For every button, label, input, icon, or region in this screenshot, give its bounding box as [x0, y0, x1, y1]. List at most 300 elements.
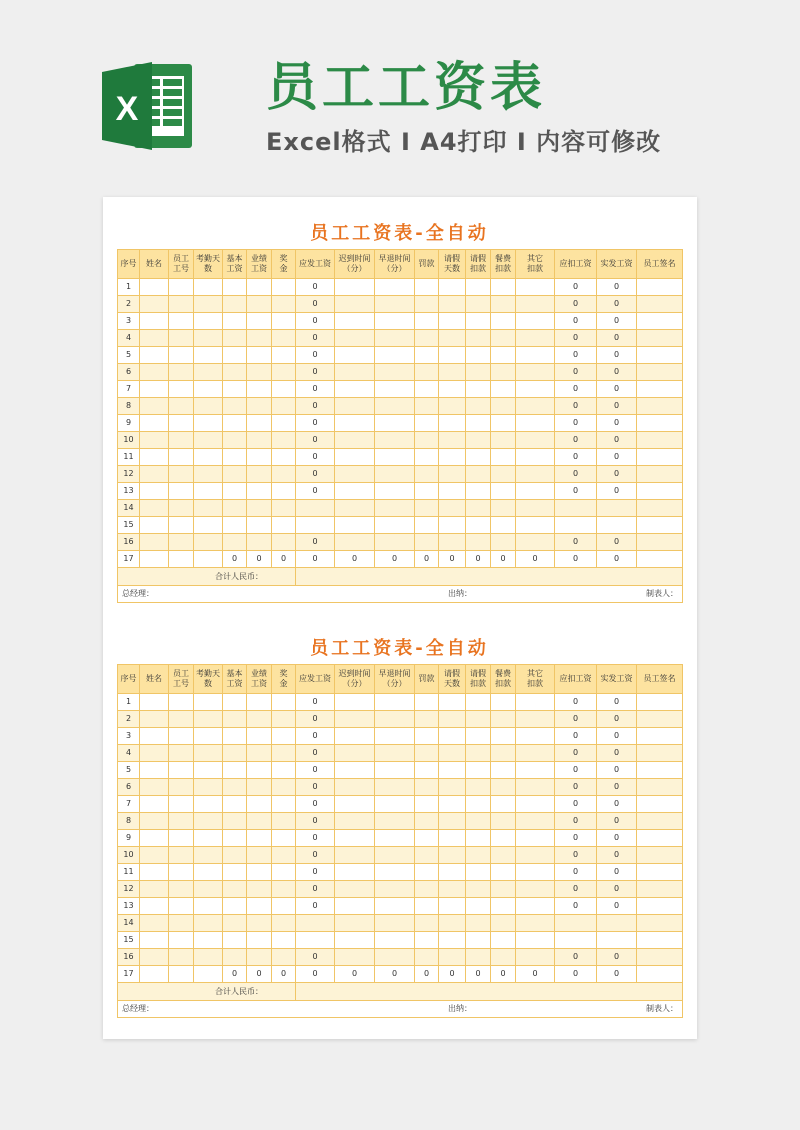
table-cell[interactable]	[169, 398, 194, 415]
table-cell[interactable]	[169, 517, 194, 534]
table-cell[interactable]	[247, 381, 272, 398]
table-cell[interactable]	[194, 551, 223, 568]
table-cell[interactable]	[247, 949, 272, 966]
table-cell[interactable]: 0	[555, 364, 597, 381]
table-cell[interactable]	[516, 745, 555, 762]
table-cell[interactable]: 0	[597, 551, 637, 568]
table-cell[interactable]	[194, 779, 223, 796]
table-cell[interactable]	[335, 728, 375, 745]
table-cell[interactable]	[491, 847, 516, 864]
table-cell[interactable]	[169, 915, 194, 932]
table-cell[interactable]	[375, 711, 415, 728]
table-cell[interactable]: 0	[555, 279, 597, 296]
table-cell[interactable]	[335, 296, 375, 313]
table-cell[interactable]: 0	[597, 796, 637, 813]
table-cell[interactable]	[516, 711, 555, 728]
table-cell[interactable]: 5	[118, 347, 140, 364]
table-cell[interactable]	[516, 330, 555, 347]
table-cell[interactable]	[637, 483, 683, 500]
table-cell[interactable]: 0	[296, 694, 335, 711]
table-cell[interactable]	[415, 398, 439, 415]
table-cell[interactable]	[272, 745, 296, 762]
table-cell[interactable]	[516, 432, 555, 449]
table-cell[interactable]: 0	[555, 796, 597, 813]
table-cell[interactable]: 0	[597, 364, 637, 381]
table-cell[interactable]	[375, 830, 415, 847]
table-cell[interactable]	[247, 466, 272, 483]
table-cell[interactable]: 8	[118, 398, 140, 415]
table-cell[interactable]	[140, 466, 169, 483]
table-cell[interactable]	[223, 415, 247, 432]
table-cell[interactable]: 16	[118, 534, 140, 551]
table-cell[interactable]	[466, 796, 491, 813]
table-cell[interactable]	[272, 728, 296, 745]
table-cell[interactable]	[516, 694, 555, 711]
table-cell[interactable]: 0	[335, 551, 375, 568]
table-cell[interactable]	[516, 483, 555, 500]
table-cell[interactable]: 0	[597, 847, 637, 864]
table-cell[interactable]: 1	[118, 694, 140, 711]
table-cell[interactable]: 7	[118, 381, 140, 398]
table-cell[interactable]: 0	[296, 898, 335, 915]
table-cell[interactable]: 0	[296, 864, 335, 881]
table-cell[interactable]	[466, 517, 491, 534]
table-cell[interactable]	[375, 813, 415, 830]
table-cell[interactable]	[140, 313, 169, 330]
table-cell[interactable]	[140, 932, 169, 949]
table-cell[interactable]	[637, 762, 683, 779]
table-cell[interactable]	[439, 898, 466, 915]
table-cell[interactable]	[375, 398, 415, 415]
table-cell[interactable]	[516, 347, 555, 364]
table-cell[interactable]	[597, 517, 637, 534]
table-cell[interactable]	[439, 881, 466, 898]
table-cell[interactable]: 0	[296, 551, 335, 568]
table-cell[interactable]	[140, 779, 169, 796]
table-cell[interactable]	[637, 551, 683, 568]
table-cell[interactable]: 0	[296, 711, 335, 728]
table-cell[interactable]	[375, 864, 415, 881]
table-cell[interactable]	[439, 762, 466, 779]
table-cell[interactable]: 0	[296, 779, 335, 796]
table-cell[interactable]	[637, 796, 683, 813]
table-cell[interactable]: 0	[247, 966, 272, 983]
table-cell[interactable]	[637, 466, 683, 483]
table-cell[interactable]	[223, 330, 247, 347]
table-cell[interactable]	[247, 364, 272, 381]
table-cell[interactable]	[296, 932, 335, 949]
table-cell[interactable]	[272, 313, 296, 330]
table-cell[interactable]	[439, 779, 466, 796]
table-cell[interactable]: 0	[296, 728, 335, 745]
table-cell[interactable]	[194, 915, 223, 932]
table-cell[interactable]: 0	[555, 466, 597, 483]
table-cell[interactable]	[375, 347, 415, 364]
table-cell[interactable]	[223, 864, 247, 881]
table-cell[interactable]	[335, 347, 375, 364]
table-cell[interactable]	[194, 279, 223, 296]
table-cell[interactable]	[439, 432, 466, 449]
table-cell[interactable]	[140, 432, 169, 449]
table-cell[interactable]	[375, 381, 415, 398]
table-cell[interactable]	[439, 483, 466, 500]
table-cell[interactable]	[194, 398, 223, 415]
table-cell[interactable]: 0	[555, 847, 597, 864]
table-cell[interactable]	[335, 449, 375, 466]
table-cell[interactable]	[466, 381, 491, 398]
table-cell[interactable]: 0	[555, 864, 597, 881]
table-cell[interactable]	[169, 932, 194, 949]
table-cell[interactable]	[247, 694, 272, 711]
table-cell[interactable]	[491, 779, 516, 796]
table-cell[interactable]	[637, 534, 683, 551]
table-cell[interactable]	[439, 711, 466, 728]
table-cell[interactable]: 0	[466, 966, 491, 983]
table-cell[interactable]	[272, 881, 296, 898]
table-cell[interactable]	[140, 949, 169, 966]
table-cell[interactable]	[194, 813, 223, 830]
table-cell[interactable]	[247, 796, 272, 813]
table-cell[interactable]	[516, 415, 555, 432]
table-cell[interactable]	[335, 279, 375, 296]
table-cell[interactable]	[335, 483, 375, 500]
table-cell[interactable]: 0	[247, 551, 272, 568]
table-cell[interactable]	[247, 711, 272, 728]
table-cell[interactable]	[194, 745, 223, 762]
table-cell[interactable]	[223, 932, 247, 949]
table-cell[interactable]	[415, 694, 439, 711]
table-cell[interactable]	[194, 694, 223, 711]
table-cell[interactable]: 0	[555, 415, 597, 432]
table-cell[interactable]	[466, 483, 491, 500]
table-cell[interactable]	[491, 915, 516, 932]
table-cell[interactable]	[637, 847, 683, 864]
table-cell[interactable]: 13	[118, 483, 140, 500]
table-cell[interactable]	[296, 517, 335, 534]
table-cell[interactable]	[247, 915, 272, 932]
table-cell[interactable]	[223, 296, 247, 313]
table-cell[interactable]: 0	[296, 466, 335, 483]
table-cell[interactable]	[516, 364, 555, 381]
table-cell[interactable]	[194, 762, 223, 779]
table-cell[interactable]	[466, 949, 491, 966]
table-cell[interactable]	[466, 762, 491, 779]
table-cell[interactable]	[169, 313, 194, 330]
table-cell[interactable]	[140, 364, 169, 381]
table-cell[interactable]	[223, 534, 247, 551]
table-cell[interactable]	[516, 449, 555, 466]
table-cell[interactable]	[335, 881, 375, 898]
table-cell[interactable]	[375, 330, 415, 347]
table-cell[interactable]	[169, 949, 194, 966]
table-cell[interactable]	[247, 932, 272, 949]
table-cell[interactable]	[516, 932, 555, 949]
table-cell[interactable]	[516, 381, 555, 398]
table-cell[interactable]: 0	[516, 551, 555, 568]
table-cell[interactable]	[169, 711, 194, 728]
table-cell[interactable]	[194, 728, 223, 745]
table-cell[interactable]	[247, 483, 272, 500]
table-cell[interactable]	[491, 347, 516, 364]
table-cell[interactable]	[223, 915, 247, 932]
table-cell[interactable]	[491, 711, 516, 728]
table-cell[interactable]	[247, 517, 272, 534]
table-cell[interactable]	[637, 881, 683, 898]
table-cell[interactable]	[375, 534, 415, 551]
table-cell[interactable]	[140, 745, 169, 762]
table-cell[interactable]	[194, 449, 223, 466]
table-cell[interactable]	[516, 313, 555, 330]
table-cell[interactable]	[375, 949, 415, 966]
table-cell[interactable]	[491, 313, 516, 330]
table-cell[interactable]: 0	[272, 551, 296, 568]
table-cell[interactable]	[439, 313, 466, 330]
table-cell[interactable]: 0	[597, 830, 637, 847]
table-cell[interactable]	[491, 483, 516, 500]
table-cell[interactable]	[466, 915, 491, 932]
table-cell[interactable]: 0	[555, 694, 597, 711]
table-cell[interactable]	[415, 500, 439, 517]
table-cell[interactable]	[466, 711, 491, 728]
table-cell[interactable]	[140, 864, 169, 881]
table-cell[interactable]	[466, 449, 491, 466]
table-cell[interactable]	[415, 949, 439, 966]
table-cell[interactable]	[272, 830, 296, 847]
table-cell[interactable]: 0	[296, 398, 335, 415]
table-cell[interactable]	[335, 534, 375, 551]
table-cell[interactable]	[415, 898, 439, 915]
table-cell[interactable]	[335, 711, 375, 728]
table-cell[interactable]	[637, 364, 683, 381]
table-cell[interactable]	[223, 398, 247, 415]
table-cell[interactable]	[375, 694, 415, 711]
table-cell[interactable]: 0	[555, 347, 597, 364]
table-cell[interactable]	[247, 864, 272, 881]
table-cell[interactable]	[415, 830, 439, 847]
table-cell[interactable]	[375, 517, 415, 534]
table-cell[interactable]	[169, 847, 194, 864]
table-cell[interactable]	[169, 966, 194, 983]
table-cell[interactable]	[516, 898, 555, 915]
table-cell[interactable]	[439, 517, 466, 534]
table-cell[interactable]: 10	[118, 847, 140, 864]
table-cell[interactable]	[516, 517, 555, 534]
table-cell[interactable]	[415, 762, 439, 779]
table-cell[interactable]	[637, 330, 683, 347]
table-cell[interactable]: 0	[597, 949, 637, 966]
table-cell[interactable]	[375, 500, 415, 517]
table-cell[interactable]: 0	[597, 813, 637, 830]
table-cell[interactable]	[223, 813, 247, 830]
table-cell[interactable]	[491, 500, 516, 517]
table-cell[interactable]: 0	[491, 966, 516, 983]
table-cell[interactable]	[194, 483, 223, 500]
total-amount-cell[interactable]	[296, 568, 683, 586]
table-cell[interactable]: 6	[118, 779, 140, 796]
table-cell[interactable]	[637, 966, 683, 983]
table-cell[interactable]	[415, 881, 439, 898]
table-cell[interactable]	[375, 483, 415, 500]
table-cell[interactable]	[247, 881, 272, 898]
table-cell[interactable]	[597, 500, 637, 517]
table-cell[interactable]	[272, 534, 296, 551]
table-cell[interactable]	[169, 466, 194, 483]
table-cell[interactable]: 0	[597, 898, 637, 915]
table-cell[interactable]	[439, 534, 466, 551]
table-cell[interactable]	[439, 449, 466, 466]
table-cell[interactable]	[491, 864, 516, 881]
table-cell[interactable]	[597, 915, 637, 932]
table-cell[interactable]	[375, 466, 415, 483]
table-cell[interactable]	[491, 398, 516, 415]
table-cell[interactable]	[439, 830, 466, 847]
table-cell[interactable]	[223, 949, 247, 966]
table-cell[interactable]	[439, 796, 466, 813]
table-cell[interactable]: 15	[118, 932, 140, 949]
table-cell[interactable]: 0	[597, 779, 637, 796]
table-cell[interactable]	[140, 711, 169, 728]
table-cell[interactable]: 0	[597, 330, 637, 347]
table-cell[interactable]	[140, 762, 169, 779]
table-cell[interactable]	[335, 500, 375, 517]
table-cell[interactable]	[169, 347, 194, 364]
table-cell[interactable]: 0	[597, 881, 637, 898]
table-cell[interactable]	[335, 381, 375, 398]
table-cell[interactable]	[516, 915, 555, 932]
table-cell[interactable]	[516, 762, 555, 779]
table-cell[interactable]: 9	[118, 415, 140, 432]
table-cell[interactable]	[466, 830, 491, 847]
table-cell[interactable]: 0	[597, 728, 637, 745]
table-cell[interactable]: 0	[555, 381, 597, 398]
table-cell[interactable]	[223, 898, 247, 915]
table-cell[interactable]: 0	[555, 432, 597, 449]
table-cell[interactable]	[375, 449, 415, 466]
table-cell[interactable]	[335, 779, 375, 796]
table-cell[interactable]	[140, 381, 169, 398]
table-cell[interactable]	[223, 432, 247, 449]
table-cell[interactable]: 0	[466, 551, 491, 568]
table-cell[interactable]	[223, 517, 247, 534]
table-cell[interactable]	[272, 711, 296, 728]
table-cell[interactable]	[335, 517, 375, 534]
table-cell[interactable]: 0	[597, 966, 637, 983]
table-cell[interactable]	[637, 728, 683, 745]
table-cell[interactable]: 0	[597, 415, 637, 432]
table-cell[interactable]	[439, 915, 466, 932]
table-cell[interactable]	[637, 830, 683, 847]
table-cell[interactable]: 0	[415, 966, 439, 983]
table-cell[interactable]: 4	[118, 745, 140, 762]
table-cell[interactable]	[491, 330, 516, 347]
table-cell[interactable]	[375, 364, 415, 381]
table-cell[interactable]	[491, 813, 516, 830]
table-cell[interactable]	[466, 745, 491, 762]
table-cell[interactable]	[194, 711, 223, 728]
table-cell[interactable]	[272, 813, 296, 830]
table-cell[interactable]: 0	[597, 864, 637, 881]
table-cell[interactable]: 12	[118, 881, 140, 898]
table-cell[interactable]	[140, 728, 169, 745]
table-cell[interactable]	[335, 932, 375, 949]
table-cell[interactable]: 0	[597, 483, 637, 500]
table-cell[interactable]	[296, 915, 335, 932]
table-cell[interactable]	[439, 415, 466, 432]
table-cell[interactable]: 0	[296, 813, 335, 830]
table-cell[interactable]	[194, 381, 223, 398]
table-cell[interactable]	[247, 779, 272, 796]
table-cell[interactable]	[223, 364, 247, 381]
table-cell[interactable]	[247, 415, 272, 432]
table-cell[interactable]	[466, 864, 491, 881]
table-cell[interactable]	[247, 279, 272, 296]
table-cell[interactable]	[140, 881, 169, 898]
table-cell[interactable]: 0	[296, 966, 335, 983]
table-cell[interactable]	[415, 915, 439, 932]
table-cell[interactable]	[439, 330, 466, 347]
table-cell[interactable]	[272, 779, 296, 796]
table-cell[interactable]	[247, 330, 272, 347]
total-amount-cell[interactable]	[296, 983, 683, 1001]
table-cell[interactable]: 11	[118, 864, 140, 881]
table-cell[interactable]: 0	[597, 534, 637, 551]
table-cell[interactable]: 0	[296, 330, 335, 347]
table-cell[interactable]	[415, 432, 439, 449]
table-cell[interactable]: 0	[597, 381, 637, 398]
table-cell[interactable]	[375, 898, 415, 915]
table-cell[interactable]	[247, 847, 272, 864]
table-cell[interactable]	[140, 415, 169, 432]
table-cell[interactable]: 0	[516, 966, 555, 983]
table-cell[interactable]	[169, 364, 194, 381]
table-cell[interactable]	[637, 347, 683, 364]
table-cell[interactable]: 0	[296, 534, 335, 551]
table-cell[interactable]	[223, 745, 247, 762]
table-cell[interactable]	[637, 949, 683, 966]
table-cell[interactable]: 0	[597, 398, 637, 415]
table-cell[interactable]	[223, 381, 247, 398]
table-cell[interactable]	[516, 500, 555, 517]
table-cell[interactable]	[491, 881, 516, 898]
table-cell[interactable]	[272, 398, 296, 415]
table-cell[interactable]: 0	[555, 881, 597, 898]
table-cell[interactable]	[223, 881, 247, 898]
table-cell[interactable]: 0	[555, 813, 597, 830]
table-cell[interactable]	[516, 398, 555, 415]
table-cell[interactable]	[169, 330, 194, 347]
table-cell[interactable]	[140, 347, 169, 364]
table-cell[interactable]	[194, 415, 223, 432]
table-cell[interactable]	[466, 728, 491, 745]
table-cell[interactable]	[375, 745, 415, 762]
table-cell[interactable]	[466, 694, 491, 711]
table-cell[interactable]	[223, 762, 247, 779]
table-cell[interactable]	[439, 864, 466, 881]
table-cell[interactable]: 0	[597, 313, 637, 330]
table-cell[interactable]	[223, 728, 247, 745]
table-cell[interactable]	[439, 500, 466, 517]
table-cell[interactable]: 0	[296, 881, 335, 898]
table-cell[interactable]	[247, 432, 272, 449]
table-cell[interactable]	[491, 296, 516, 313]
table-cell[interactable]	[439, 949, 466, 966]
table-cell[interactable]	[415, 279, 439, 296]
table-cell[interactable]	[335, 398, 375, 415]
table-cell[interactable]	[466, 347, 491, 364]
table-cell[interactable]	[555, 915, 597, 932]
table-cell[interactable]	[247, 313, 272, 330]
table-cell[interactable]	[272, 694, 296, 711]
